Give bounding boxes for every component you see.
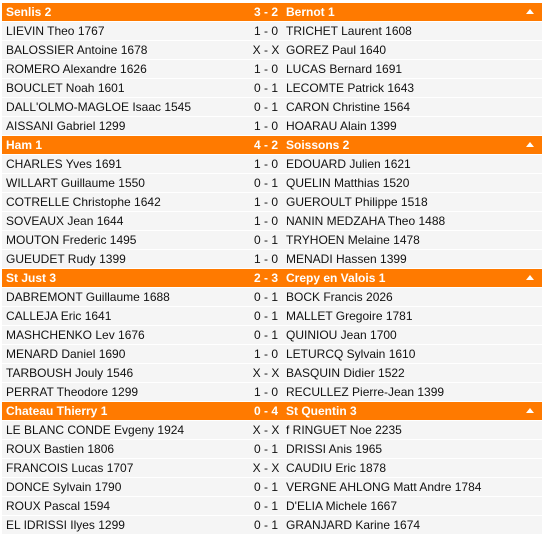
game-result: 1 - 0 <box>250 212 282 231</box>
game-row <box>2 174 542 193</box>
game-result: 1 - 0 <box>250 345 282 364</box>
home-team: St Just 3 <box>2 269 250 288</box>
game-result: 0 - 1 <box>250 79 282 98</box>
white-player: BALOSSIER Antoine 1678 <box>2 41 250 60</box>
match-header[interactable] <box>2 402 542 421</box>
black-player: NANIN MEDZAHA Theo 1488 <box>282 212 542 231</box>
match-score: 2 - 3 <box>250 269 282 288</box>
game-result: 1 - 0 <box>250 22 282 41</box>
black-player: LECOMTE Patrick 1643 <box>282 79 542 98</box>
white-player: DONCE Sylvain 1790 <box>2 478 250 497</box>
game-row <box>2 41 542 60</box>
match-score: 3 - 2 <box>250 3 282 22</box>
game-row <box>2 79 542 98</box>
game-row <box>2 478 542 497</box>
black-player: DRISSI Anis 1965 <box>282 440 542 459</box>
game-result: 1 - 0 <box>250 117 282 136</box>
white-player: SOVEAUX Jean 1644 <box>2 212 250 231</box>
white-player: ROUX Bastien 1806 <box>2 440 250 459</box>
game-row <box>2 326 542 345</box>
white-player: MASHCHENKO Lev 1676 <box>2 326 250 345</box>
game-row <box>2 497 542 516</box>
game-result: 1 - 0 <box>250 250 282 269</box>
game-result: 1 - 0 <box>250 383 282 402</box>
game-row <box>2 155 542 174</box>
black-player: MALLET Gregoire 1781 <box>282 307 542 326</box>
white-player: PERRAT Theodore 1299 <box>2 383 250 402</box>
black-player: QUINIOU Jean 1700 <box>282 326 542 345</box>
collapse-up-icon[interactable] <box>526 408 534 413</box>
white-player: ROMERO Alexandre 1626 <box>2 60 250 79</box>
black-player: EDOUARD Julien 1621 <box>282 155 542 174</box>
white-player: AISSANI Gabriel 1299 <box>2 117 250 136</box>
game-result: 1 - 0 <box>250 193 282 212</box>
game-result: 0 - 1 <box>250 231 282 250</box>
black-player: CARON Christine 1564 <box>282 98 542 117</box>
match-header[interactable] <box>2 3 542 22</box>
game-row <box>2 288 542 307</box>
game-row <box>2 421 542 440</box>
black-player: LETURCQ Sylvain 1610 <box>282 345 542 364</box>
game-row <box>2 193 542 212</box>
game-result: X - X <box>250 364 282 383</box>
home-team: Ham 1 <box>2 136 250 155</box>
black-player: TRICHET Laurent 1608 <box>282 22 542 41</box>
match-header[interactable] <box>2 269 542 288</box>
game-row <box>2 307 542 326</box>
black-player: BASQUIN Didier 1522 <box>282 364 542 383</box>
game-row <box>2 22 542 41</box>
game-row <box>2 231 542 250</box>
black-player: GRANJARD Karine 1674 <box>282 516 542 535</box>
white-player: MOUTON Frederic 1495 <box>2 231 250 250</box>
game-result: 0 - 1 <box>250 288 282 307</box>
game-row <box>2 440 542 459</box>
away-team: St Quentin 3 <box>282 402 542 421</box>
game-row <box>2 250 542 269</box>
game-result: 0 - 1 <box>250 440 282 459</box>
black-player: GUEROULT Philippe 1518 <box>282 193 542 212</box>
white-player: DALL'OLMO-MAGLOE Isaac 1545 <box>2 98 250 117</box>
game-result: 0 - 1 <box>250 174 282 193</box>
black-player: CAUDIU Eric 1878 <box>282 459 542 478</box>
away-team: Bernot 1 <box>282 3 542 22</box>
game-result: 1 - 0 <box>250 60 282 79</box>
game-result: X - X <box>250 41 282 60</box>
game-row <box>2 516 542 535</box>
game-result: 0 - 1 <box>250 478 282 497</box>
game-row <box>2 98 542 117</box>
game-row <box>2 459 542 478</box>
home-team: Senlis 2 <box>2 3 250 22</box>
collapse-up-icon[interactable] <box>526 275 534 280</box>
home-team: Chateau Thierry 1 <box>2 402 250 421</box>
white-player: FRANCOIS Lucas 1707 <box>2 459 250 478</box>
white-player: WILLART Guillaume 1550 <box>2 174 250 193</box>
white-player: CHARLES Yves 1691 <box>2 155 250 174</box>
white-player: ROUX Pascal 1594 <box>2 497 250 516</box>
game-result: 1 - 0 <box>250 155 282 174</box>
white-player: COTRELLE Christophe 1642 <box>2 193 250 212</box>
game-result: 0 - 1 <box>250 98 282 117</box>
game-row <box>2 60 542 79</box>
black-player: f RINGUET Noe 2235 <box>282 421 542 440</box>
collapse-up-icon[interactable] <box>526 9 534 14</box>
white-player: TARBOUSH Jouly 1546 <box>2 364 250 383</box>
black-player: VERGNE AHLONG Matt Andre 1784 <box>282 478 542 497</box>
black-player: QUELIN Matthias 1520 <box>282 174 542 193</box>
black-player: BOCK Francis 2026 <box>282 288 542 307</box>
match-results <box>2 3 542 535</box>
black-player: MENADI Hassen 1399 <box>282 250 542 269</box>
match-score: 0 - 4 <box>250 402 282 421</box>
collapse-up-icon[interactable] <box>526 142 534 147</box>
black-player: RECULLEZ Pierre-Jean 1399 <box>282 383 542 402</box>
match-header[interactable] <box>2 136 542 155</box>
game-row <box>2 117 542 136</box>
white-player: LIEVIN Theo 1767 <box>2 22 250 41</box>
away-team: Crepy en Valois 1 <box>282 269 542 288</box>
black-player: D'ELIA Michele 1667 <box>282 497 542 516</box>
game-result: 0 - 1 <box>250 326 282 345</box>
black-player: TRYHOEN Melaine 1478 <box>282 231 542 250</box>
game-result: X - X <box>250 459 282 478</box>
game-result: 0 - 1 <box>250 516 282 535</box>
white-player: CALLEJA Eric 1641 <box>2 307 250 326</box>
black-player: GOREZ Paul 1640 <box>282 41 542 60</box>
game-result: X - X <box>250 421 282 440</box>
white-player: EL IDRISSI Ilyes 1299 <box>2 516 250 535</box>
white-player: MENARD Daniel 1690 <box>2 345 250 364</box>
black-player: LUCAS Bernard 1691 <box>282 60 542 79</box>
white-player: BOUCLET Noah 1601 <box>2 79 250 98</box>
black-player: HOARAU Alain 1399 <box>282 117 542 136</box>
game-row <box>2 212 542 231</box>
game-result: 0 - 1 <box>250 307 282 326</box>
match-score: 4 - 2 <box>250 136 282 155</box>
white-player: LE BLANC CONDE Evgeny 1924 <box>2 421 250 440</box>
game-row <box>2 383 542 402</box>
results-table <box>2 3 542 535</box>
game-row <box>2 345 542 364</box>
game-row <box>2 364 542 383</box>
away-team: Soissons 2 <box>282 136 542 155</box>
white-player: GUEUDET Rudy 1399 <box>2 250 250 269</box>
white-player: DABREMONT Guillaume 1688 <box>2 288 250 307</box>
game-result: 0 - 1 <box>250 497 282 516</box>
